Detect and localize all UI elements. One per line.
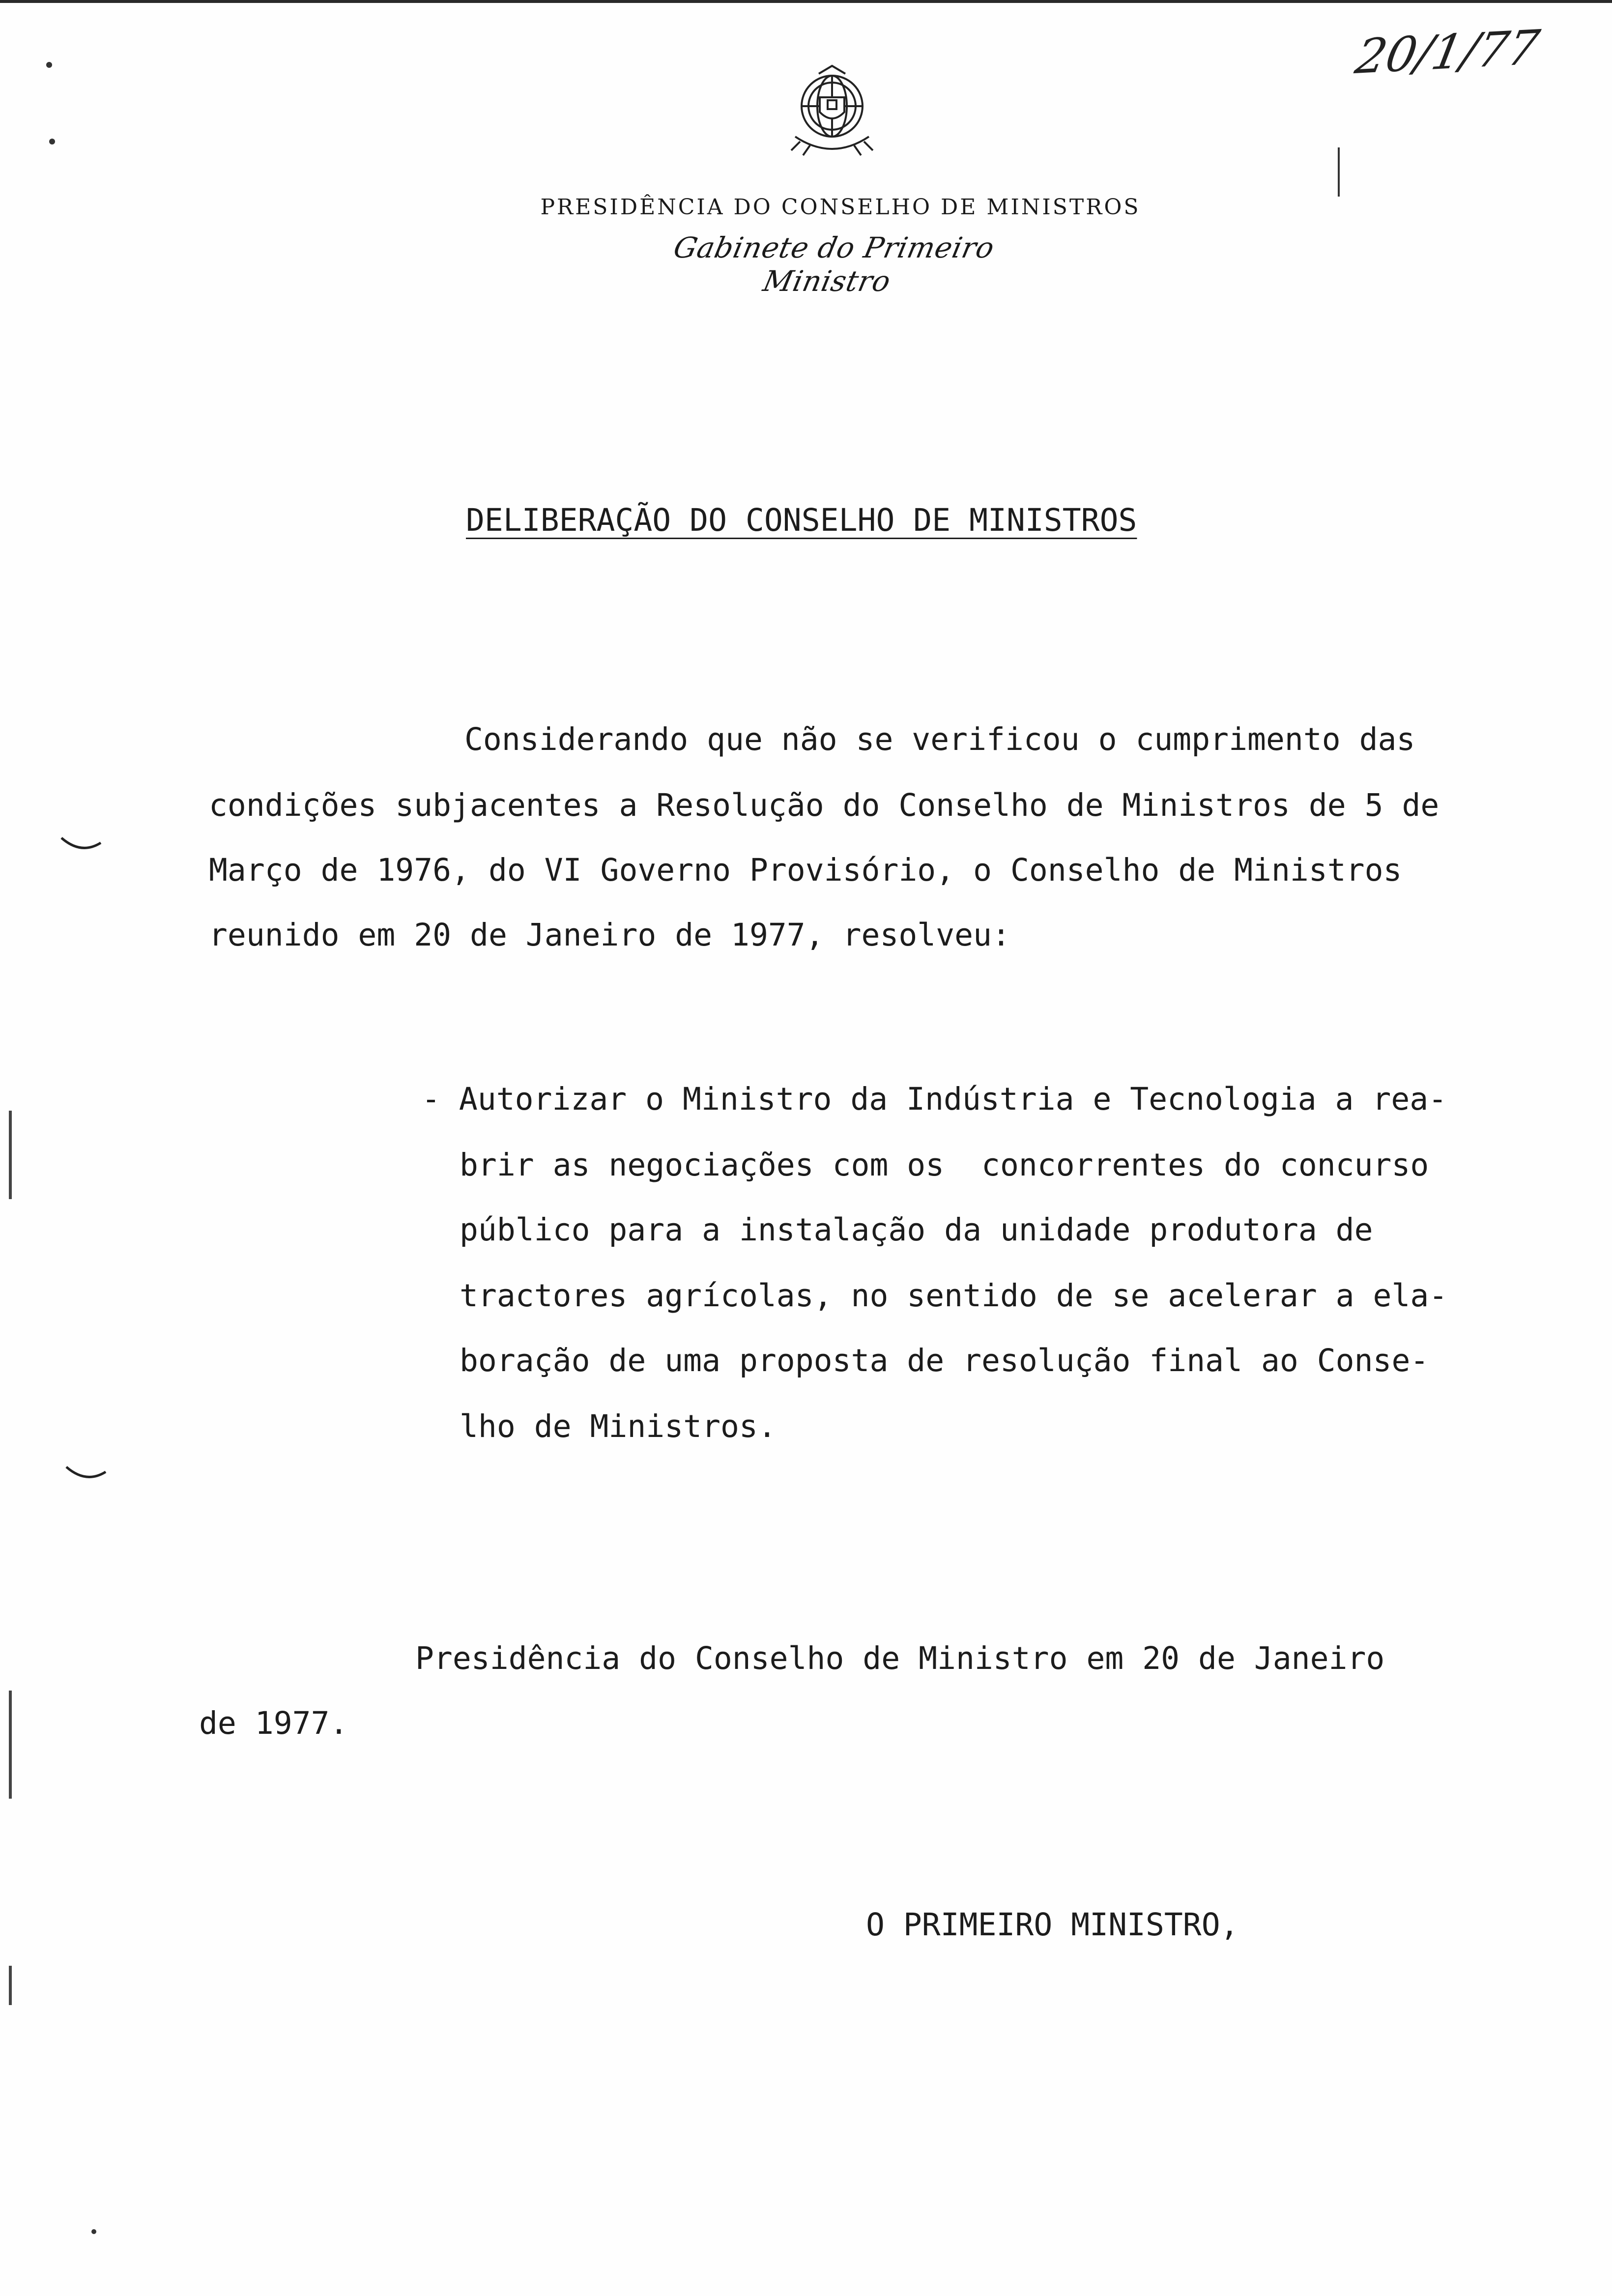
- resolution-line: tractores agrícolas, no sentido de se acelerar a ela-: [460, 1278, 1448, 1314]
- resolution-line: público para a instalação da unidade produtora de: [460, 1212, 1373, 1248]
- resolution-line: brir as negociações com os concorrentes do concurso: [460, 1147, 1429, 1183]
- closing-line: Presidência do Conselho de Ministro em 20 de Janeiro: [415, 1640, 1385, 1676]
- resolution-line: lho de Ministros.: [460, 1408, 777, 1444]
- resolution-line: - Autorizar o Ministro da Indústria e Tecnologia a rea-: [422, 1081, 1447, 1117]
- binding-hole-icon: [59, 835, 103, 855]
- preamble-line: condições subjacentes a Resolução do Conselho de Ministros de 5 de: [209, 787, 1439, 823]
- document-title: DELIBERAÇÃO DO CONSELHO DE MINISTROS: [466, 502, 1137, 538]
- handwritten-date: 20/1/77: [1351, 19, 1544, 85]
- scan-edge-mark: [9, 1691, 12, 1799]
- signatory: O PRIMEIRO MINISTRO,: [866, 1907, 1239, 1943]
- coat-of-arms-icon: [776, 63, 889, 161]
- scan-dot: [46, 62, 52, 68]
- closing-line: de 1977.: [199, 1705, 348, 1741]
- scan-mark: [1338, 147, 1340, 197]
- scan-edge-mark: [9, 1966, 12, 2005]
- scan-top-border: [0, 0, 1612, 3]
- preamble-line: Considerando que não se verificou o cumprimento das: [464, 721, 1415, 757]
- resolution-line: boração de uma proposta de resolução final ao Conse-: [460, 1343, 1429, 1378]
- preamble-line: reunido em 20 de Janeiro de 1977, resolveu:: [209, 917, 1010, 953]
- binding-hole-icon: [64, 1464, 108, 1484]
- office-heading: PRESIDÊNCIA DO CONSELHO DE MINISTROS: [540, 195, 1141, 220]
- preamble-line: Março de 1976, do VI Governo Provisório, o Conselho de Ministros: [209, 852, 1402, 888]
- scan-dot: [49, 139, 55, 144]
- scan-dot: [91, 2229, 96, 2234]
- cabinet-subheading: Gabinete do Primeiro Ministro: [670, 231, 998, 298]
- scan-edge-mark: [9, 1111, 12, 1199]
